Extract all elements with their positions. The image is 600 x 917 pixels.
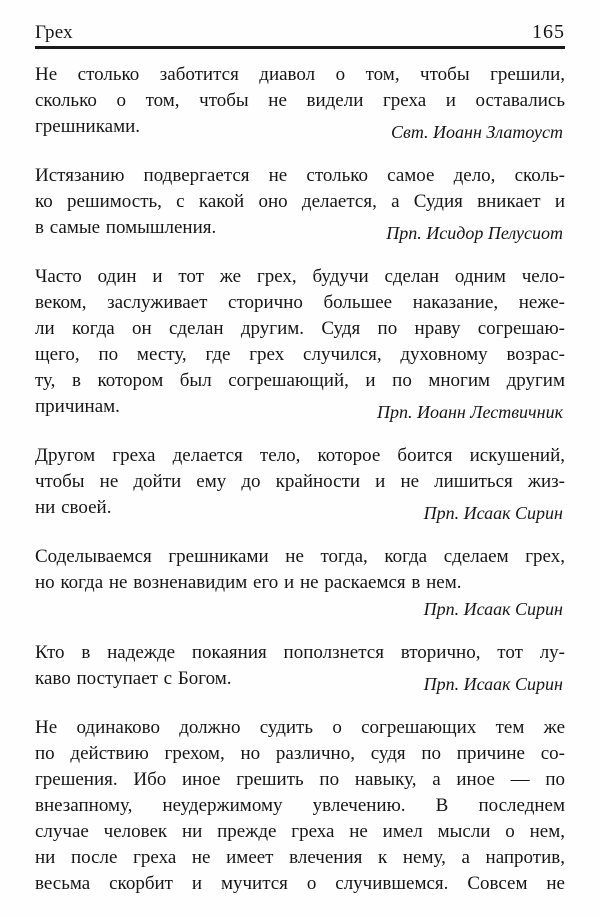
quote-line: Кто в надежде покаяния поползнется вторично, тот лу- bbox=[35, 642, 565, 663]
quote-block bbox=[35, 640, 565, 697]
quote-attribution: Свт. Иоанн Златоуст bbox=[391, 122, 563, 142]
quote-line: грешниками. bbox=[35, 116, 141, 137]
quote-line: Другом греха делается тело, которое боится искушений, bbox=[35, 445, 565, 466]
quote-line: случае человек ни прежде греха не имел мысли о нем, bbox=[35, 821, 565, 842]
quote-block bbox=[35, 544, 565, 622]
quote-line: в самые помышления. bbox=[35, 217, 217, 238]
quote-attribution: Прп. Исидор Пелусиот bbox=[386, 223, 563, 243]
quote-line: Не столько заботится диавол о том, чтобы грешили, bbox=[35, 64, 565, 85]
quote-line: ни после греха не имеет влечения к нему, а напротив, bbox=[35, 847, 565, 868]
quote-line: причинам. bbox=[35, 396, 120, 417]
quote-block bbox=[35, 62, 565, 145]
quote-block bbox=[35, 264, 565, 425]
quote-line: ко решимость, с какой оно делается, а Судия вникает и bbox=[35, 191, 565, 212]
quote-line: ни своей. bbox=[35, 497, 112, 518]
page-header bbox=[35, 0, 565, 46]
quote-line: чтобы не дойти ему до крайности и не лишиться жиз- bbox=[35, 471, 565, 492]
quote-block bbox=[35, 443, 565, 526]
quote-attribution: Прп. Исаак Сирин bbox=[423, 503, 563, 523]
quote-line: щего, по месту, где грех случился, духовному возрас- bbox=[35, 344, 565, 365]
quote-attribution: Прп. Исаак Сирин bbox=[423, 674, 563, 694]
quote-line: но когда не возненавидим его и не раскаемся в нем. bbox=[35, 572, 462, 593]
quote-line: ту, в котором был согрешающий, и по многим другим bbox=[35, 370, 565, 391]
quote-line: весьма скорбит и мучится о случившемся. Совсем не bbox=[35, 873, 565, 894]
quote-line: веком, заслуживает сторично большее наказание, неже- bbox=[35, 292, 565, 313]
quotes-list bbox=[35, 49, 565, 897]
quote-line: внезапному, неудержимому увлечению. В последнем bbox=[35, 795, 565, 816]
running-title: Грех bbox=[35, 22, 73, 43]
quote-line: Не одинаково должно судить о согрешающих тем же bbox=[35, 717, 565, 738]
quote-attribution: Прп. Иоанн Лествичник bbox=[376, 402, 563, 422]
quote-line: Истязанию подвергается не столько самое дело, сколь- bbox=[35, 165, 565, 186]
quote-line: Соделываемся грешниками не тогда, когда сделаем грех, bbox=[35, 546, 565, 567]
quote-line: сколько о том, чтобы не видели греха и оставались bbox=[35, 90, 565, 111]
quote-line: Часто один и тот же грех, будучи сделан одним чело- bbox=[35, 266, 565, 287]
quote-line: ли когда он сделан другим. Судя по нраву согрешаю- bbox=[35, 318, 565, 339]
quote-line: каво поступает с Богом. bbox=[35, 668, 232, 689]
page-number: 165 bbox=[532, 21, 565, 43]
quote-line: грешения. Ибо иное грешить по навыку, а иное — по bbox=[35, 769, 565, 790]
quote-block bbox=[35, 163, 565, 246]
quote-attribution: Прп. Исаак Сирин bbox=[423, 599, 563, 619]
quote-line: по действию грехом, но различно, судя по причине со- bbox=[35, 743, 565, 764]
quote-block bbox=[35, 715, 565, 897]
